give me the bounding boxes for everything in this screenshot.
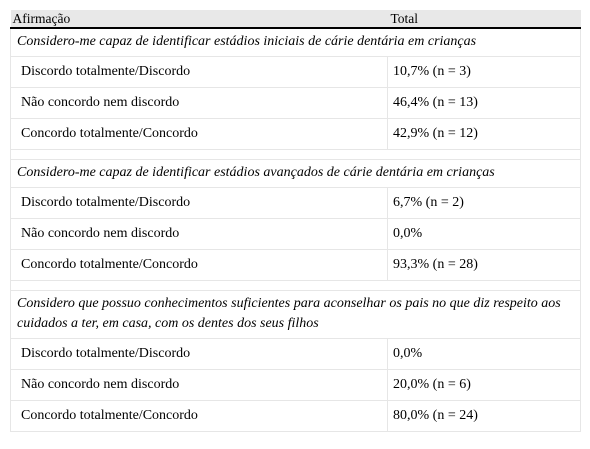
row-label: Discordo totalmente/Discordo bbox=[11, 188, 388, 219]
row-value: 0,0% bbox=[388, 219, 581, 250]
row-label: Concordo totalmente/Concordo bbox=[11, 119, 388, 150]
row-value: 46,4% (n = 13) bbox=[388, 88, 581, 119]
table-row bbox=[11, 57, 581, 88]
table-row bbox=[11, 250, 581, 281]
row-label: Não concordo nem discordo bbox=[11, 88, 388, 119]
table-row bbox=[11, 370, 581, 401]
table-row bbox=[11, 188, 581, 219]
table-row bbox=[11, 219, 581, 250]
header-row bbox=[11, 10, 581, 28]
section-header bbox=[11, 28, 581, 57]
table-row bbox=[11, 119, 581, 150]
table-row bbox=[11, 401, 581, 432]
section-header bbox=[11, 291, 581, 339]
section-spacer bbox=[11, 150, 581, 160]
row-value: 80,0% (n = 24) bbox=[388, 401, 581, 432]
table-header bbox=[11, 10, 581, 28]
row-value: 0,0% bbox=[388, 339, 581, 370]
survey-table bbox=[10, 10, 581, 432]
section-spacer bbox=[11, 281, 581, 291]
row-value: 93,3% (n = 28) bbox=[388, 250, 581, 281]
spacer-cell bbox=[11, 281, 581, 291]
header-total: Total bbox=[388, 10, 581, 28]
row-label: Não concordo nem discordo bbox=[11, 370, 388, 401]
header-affirmation: Afirmação bbox=[11, 10, 388, 28]
row-label: Não concordo nem discordo bbox=[11, 219, 388, 250]
table-row bbox=[11, 339, 581, 370]
row-label: Discordo totalmente/Discordo bbox=[11, 57, 388, 88]
table-body bbox=[11, 28, 581, 432]
row-value: 6,7% (n = 2) bbox=[388, 188, 581, 219]
section-title: Considero-me capaz de identificar estádios iniciais de cárie dentária em crianças bbox=[11, 28, 581, 57]
table-row bbox=[11, 88, 581, 119]
row-value: 20,0% (n = 6) bbox=[388, 370, 581, 401]
row-label: Concordo totalmente/Concordo bbox=[11, 250, 388, 281]
row-label: Concordo totalmente/Concordo bbox=[11, 401, 388, 432]
row-label: Discordo totalmente/Discordo bbox=[11, 339, 388, 370]
row-value: 42,9% (n = 12) bbox=[388, 119, 581, 150]
section-header bbox=[11, 160, 581, 188]
section-title: Considero que possuo conhecimentos suficientes para aconselhar os pais no que diz respeito aos cuidados a ter, em casa, com os dentes dos seus filhos bbox=[11, 291, 581, 339]
spacer-cell bbox=[11, 150, 581, 160]
section-title: Considero-me capaz de identificar estádios avançados de cárie dentária em crianças bbox=[11, 160, 581, 188]
row-value: 10,7% (n = 3) bbox=[388, 57, 581, 88]
